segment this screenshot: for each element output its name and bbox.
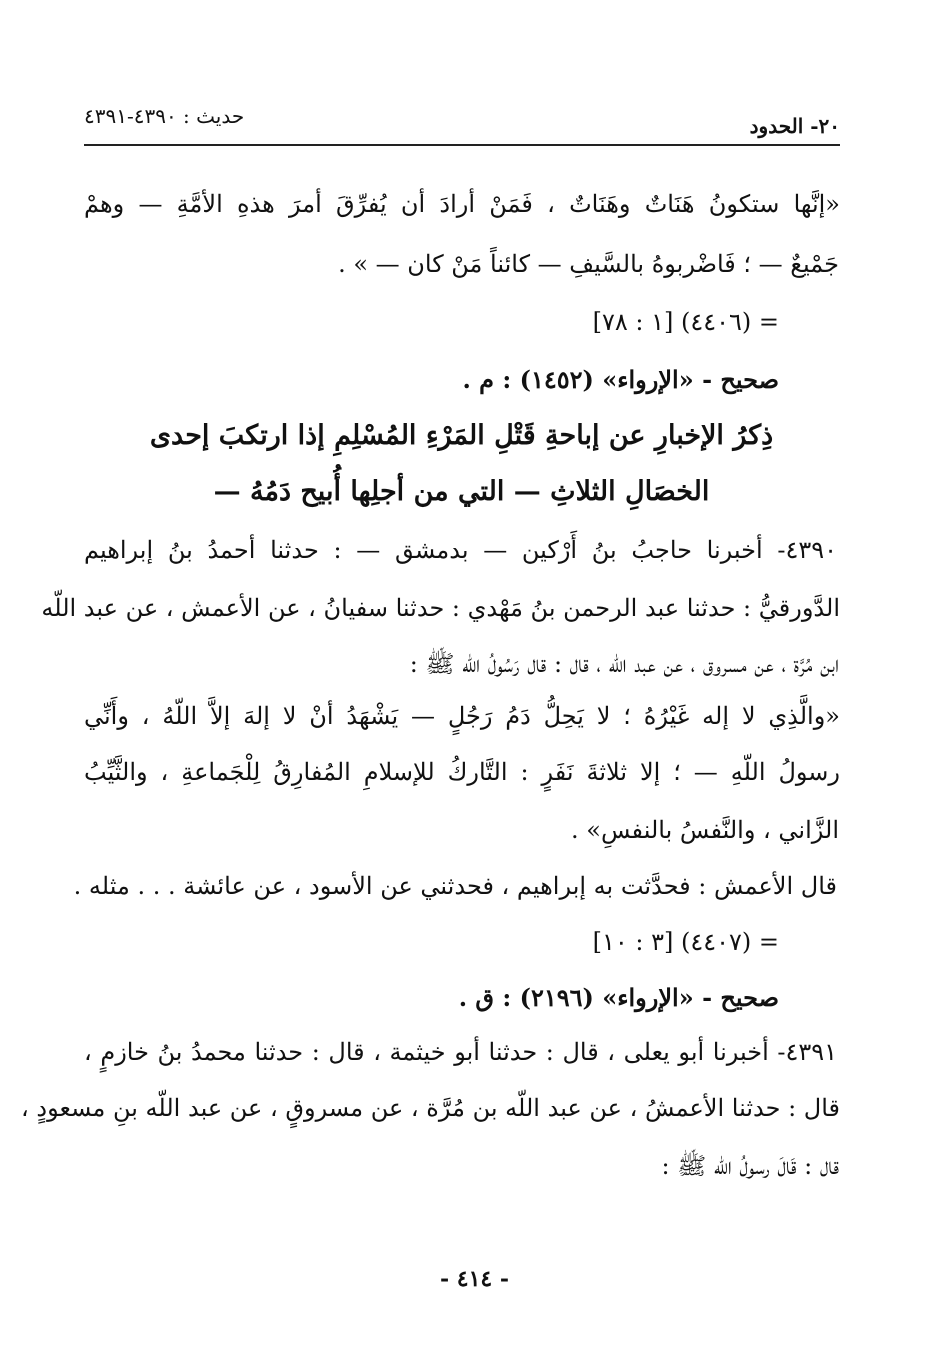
isnad-line: ابن مُرَّة ، عن مسروق ، عن عبد اللّه ، قال : قال رَسُولُ اللّه ﷺ : <box>409 650 839 678</box>
page-number: - ٤١٤ - <box>439 1266 510 1292</box>
hadith-range: حديث : ٤٣٩٠-٤٣٩١ <box>84 104 245 128</box>
isnad-line: الدَّورقيُّ : حدثنا عبد الرحمن بنُ مَهْدي : حدثنا سفيانُ ، عن الأعمش ، عن عبد اللّه <box>41 594 840 622</box>
narration-note-line: قال الأعمش : فحدَّثت به إبراهيم ، فحدثني عن الأسود ، عن عائشة . . . مثله . <box>73 872 837 900</box>
hadith-text-line: رسولُ اللّهِ — ؛ إلا ثلاثةَ نَفَرٍ : التَّاركُ للإسلامِ المُفارِقُ لِلْجَماعةِ ، والثَّيِّبُ <box>84 758 840 786</box>
hadith-text-line: «إنَّها ستكونُ هَنَاتٌ وهَنَاتٌ ، فَمَنْ أرادَ أن يُفرِّقَ أمرَ هذهِ الأمَّةِ — وهمْ <box>84 190 840 218</box>
page-header <box>84 104 840 146</box>
grading-line: صحيح - «الإرواء» (١٤٥٢) : م . <box>462 365 779 394</box>
grading-line: صحيح - «الإرواء» (٢١٩٦) : ق . <box>458 983 779 1012</box>
reference-line: = (٤٤٠٧) [٣ : ١٠] <box>592 928 779 956</box>
chapter-title: ٢٠- الحدود <box>749 114 840 138</box>
isnad-line: ٤٣٩١- أخبرنا أبو يعلى ، قال : حدثنا أبو خيثمة ، قال : حدثنا محمدُ بنُ خازمٍ ، <box>84 1038 837 1066</box>
section-title-line-1: ذِكرُ الإخبارِ عن إباحةِ قَتْلِ المَرْءِ المُسْلِمِ إذا ارتكبَ إحدى <box>149 420 774 451</box>
isnad-line: ٤٣٩٠- أخبرنا حاجبُ بنُ أَرْكين — بدمشق — : حدثنا أحمدُ بنُ إبراهيم <box>84 536 837 564</box>
hadith-text-line: جَمْيعٌ — ؛ فَاضْربوهُ بالسَّيفِ — كائناً مَنْ كان — » . <box>338 250 839 278</box>
reference-line: = (٤٤٠٦) [١ : ٧٨] <box>592 308 779 336</box>
isnad-line: قال : قَالَ رسولُ اللّه ﷺ : <box>661 1152 839 1180</box>
isnad-line: قال : حدثنا الأعمشُ ، عن عبد اللّه بن مُرَّة ، عن مسروقٍ ، عن عبد اللّه بنِ مسعودٍ ، <box>21 1094 840 1122</box>
hadith-text-line: الزَّاني ، والنَّفسُ بالنفسِ» . <box>571 816 839 844</box>
hadith-text-line: «والَّذِي لا إله غَيْرُهُ ؛ لا يَحِلُّ دَمُ رَجُلٍ — يَشْهَدُ أنْ لا إلهَ إلاَّ اللّهُ ، وأَنِّي <box>84 702 840 730</box>
section-title-line-2: الخصَالِ الثلاثِ — التي من أجلِها أُبيح دَمُهُ — <box>213 476 710 507</box>
